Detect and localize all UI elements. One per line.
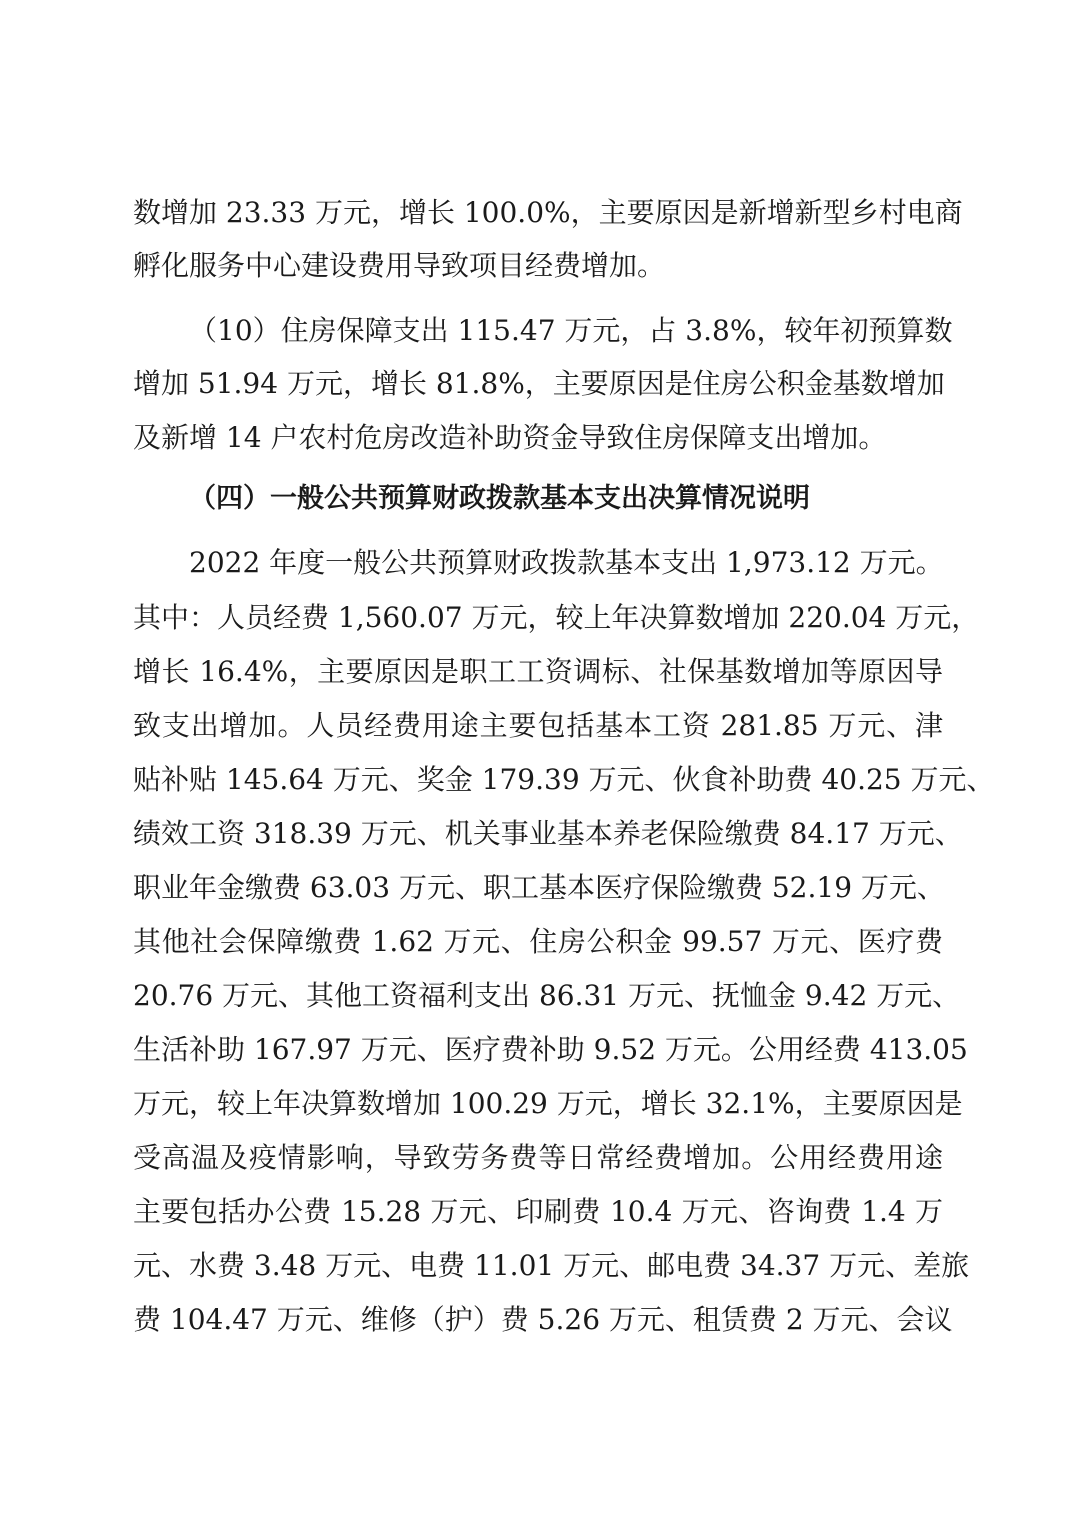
body-text-line: 致支出增加。人员经费用途主要包括基本工资 281.85 万元、津 xyxy=(133,709,943,742)
body-text-line: 2022 年度一般公共预算财政拨款基本支出 1,973.12 万元。 xyxy=(189,546,944,579)
body-text-line: 其中：人员经费 1,560.07 万元，较上年决算数增加 220.04 万元， xyxy=(133,601,980,634)
body-text-line: 孵化服务中心建设费用导致项目经费增加。 xyxy=(133,249,666,282)
body-text-line: 费 104.47 万元、维修（护）费 5.26 万元、租赁费 2 万元、会议 xyxy=(133,1303,953,1336)
body-text-line: 主要包括办公费 15.28 万元、印刷费 10.4 万元、咨询费 1.4 万 xyxy=(133,1195,943,1228)
body-text-line: 增长 16.4%，主要原因是职工工资调标、社保基数增加等原因导 xyxy=(133,655,943,688)
body-text-line: 增加 51.94 万元，增长 81.8%，主要原因是住房公积金基数增加 xyxy=(133,367,945,400)
body-text-line: 绩效工资 318.39 万元、机关事业基本养老保险缴费 84.17 万元、 xyxy=(133,817,963,850)
body-text-line: 万元，较上年决算数增加 100.29 万元，增长 32.1%，主要原因是 xyxy=(133,1087,963,1120)
body-text-line: （10）住房保障支出 115.47 万元，占 3.8%，较年初预算数 xyxy=(189,314,953,347)
body-text-line: 其他社会保障缴费 1.62 万元、住房公积金 99.57 万元、医疗费 xyxy=(133,925,943,958)
body-text-line: 元、水费 3.48 万元、电费 11.01 万元、邮电费 34.37 万元、差旅 xyxy=(133,1249,970,1282)
section-heading: （四）一般公共预算财政拨款基本支出决算情况说明 xyxy=(189,483,810,514)
body-text-line: 数增加 23.33 万元，增长 100.0%，主要原因是新增新型乡村电商 xyxy=(133,196,963,229)
body-text-line: 20.76 万元、其他工资福利支出 86.31 万元、抚恤金 9.42 万元、 xyxy=(133,979,961,1012)
body-text-line: 受高温及疫情影响，导致劳务费等日常经费增加。公用经费用途 xyxy=(133,1141,943,1174)
body-text-line: 及新增 14 户农村危房改造补助资金导致住房保障支出增加。 xyxy=(133,421,887,454)
body-text-line: 职业年金缴费 63.03 万元、职工基本医疗保险缴费 52.19 万元、 xyxy=(133,871,945,904)
body-text-line: 生活补助 167.97 万元、医疗费补助 9.52 万元。公用经费 413.05 xyxy=(133,1033,968,1066)
body-text-line: 贴补贴 145.64 万元、奖金 179.39 万元、伙食补助费 40.25 万元、 xyxy=(133,763,995,796)
